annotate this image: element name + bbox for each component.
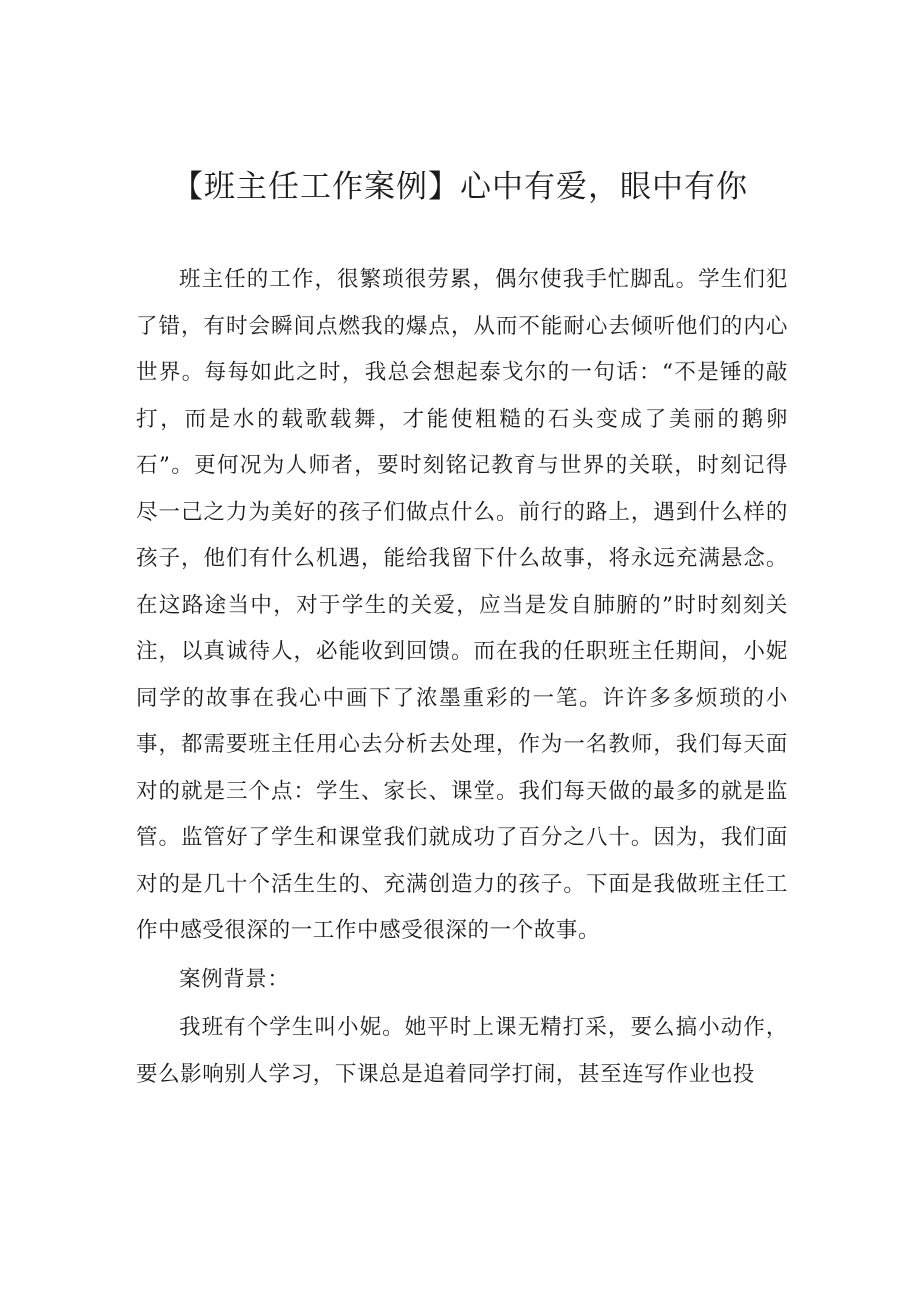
document-title: 【班主任工作案例】心中有爱，眼中有你 — [172, 169, 748, 205]
document-body — [136, 257, 788, 1098]
paragraph-case-background-heading: 案例背景： — [179, 966, 290, 992]
paragraph-case-background: 我班有个学生叫小妮。她平时上课无精打采，要么搞小动作，要么影响别人学习，下课总是追着同学打闹，甚至连写作业也投 — [136, 1015, 788, 1087]
paragraph-intro: 班主任的工作，很繁琐很劳累，偶尔使我手忙脚乱。学生们犯了错，有时会瞬间点燃我的爆点，从而不能耐心去倾听他们的内心世界。每每如此之时，我总会想起泰戈尔的一句话：“不是锤的敲打，而是水的载歌载舞，才能使粗糙的石头变成了美丽的鹅卵石”。更何况为人师者，要时刻铭记教育与世界的关联，时刻记得尽一己之力为美好的孩子们做点什么。前行的路上，遇到什么样的孩子，他们有什么机遇，能给我留下什么故事，将永远充满悬念。在这路途当中，对于学生的关爱，应当是发自肺腑的”时时刻刻关注，以真诚待人，必能收到回馈。而在我的任职班主任期间，小妮同学的故事在我心中画下了浓墨重彩的一笔。许许多多烦琐的小事，都需要班主任用心去分析去处理，作为一名教师，我们每天面对的就是三个点：学生、家长、课堂。我们每天做的最多的就是监管。监管好了学生和课堂我们就成功了百分之八十。因为，我们面对的是几十个活生生的、充满创造力的孩子。下面是我做班主任工作中感受很深的一工作中感受很深的一个故事。 — [136, 267, 788, 943]
